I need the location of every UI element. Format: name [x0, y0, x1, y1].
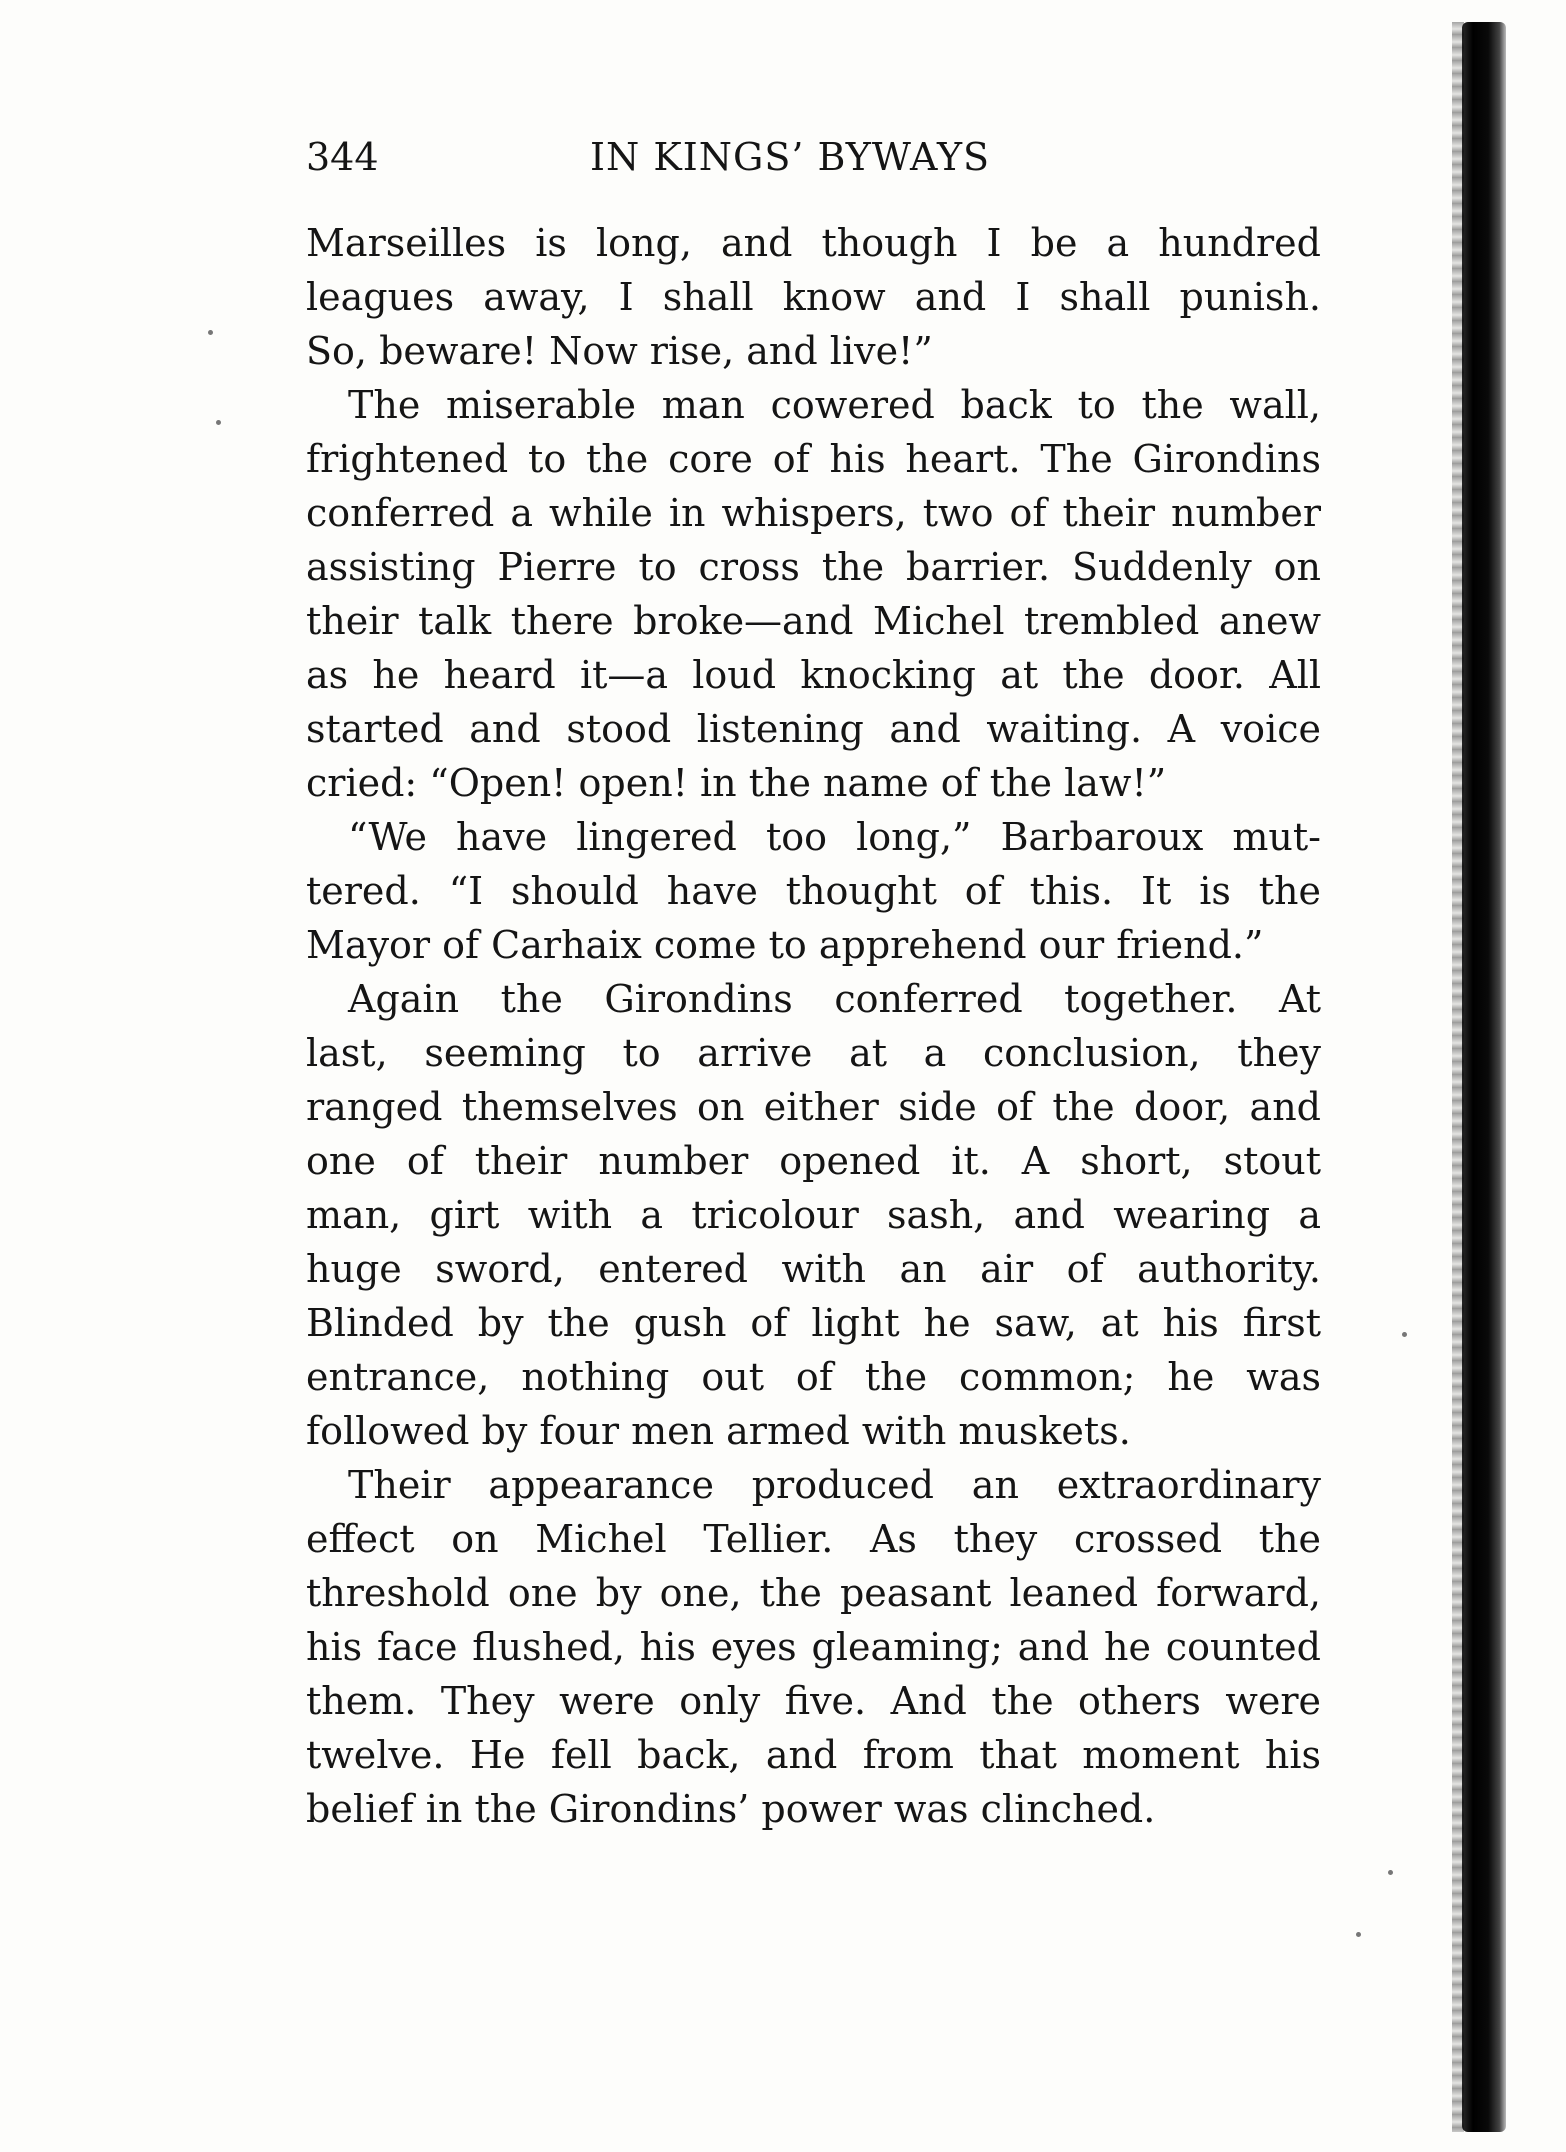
text-line: Mayor of Carhaix come to apprehend our friend.” — [306, 923, 1264, 967]
text-line: followed by four men armed with muskets. — [306, 1409, 1131, 1453]
text-line: leagues away, I shall know and I shall punish. — [306, 275, 1321, 319]
scan-speck — [1388, 1870, 1393, 1875]
text-line: his face flushed, his eyes gleaming; and he counted — [306, 1625, 1321, 1669]
text-line: cried: “Open! open! in the name of the law!” — [306, 761, 1167, 805]
text-line: threshold one by one, the peasant leaned forward, — [306, 1571, 1321, 1615]
text-line: effect on Michel Tellier. As they crossed the — [306, 1517, 1321, 1561]
book-binding-edge — [1462, 22, 1506, 2132]
text-line: Blinded by the gush of light he saw, at his first — [306, 1301, 1321, 1345]
text-line: one of their number opened it. A short, stout — [306, 1139, 1321, 1183]
text-line: Their appearance produced an extraordinary — [348, 1463, 1321, 1507]
body-text — [306, 216, 1321, 1836]
text-line: huge sword, entered with an air of authority. — [306, 1247, 1321, 1291]
text-line: assisting Pierre to cross the barrier. Suddenly on — [306, 545, 1321, 589]
text-line: last, seeming to arrive at a conclusion, they — [306, 1031, 1321, 1075]
page-header — [306, 132, 1321, 182]
text-line: man, girt with a tricolour sash, and wearing a — [306, 1193, 1321, 1237]
text-line: The miserable man cowered back to the wall, — [348, 383, 1321, 427]
text-line: “We have lingered too long,” Barbaroux mut- — [348, 815, 1321, 859]
text-line: started and stood listening and waiting. A voice — [306, 707, 1321, 751]
text-line: as he heard it—a loud knocking at the door. All — [306, 653, 1321, 697]
page-number: 344 — [306, 135, 379, 179]
text-line: them. They were only five. And the others were — [306, 1679, 1321, 1723]
text-line: belief in the Girondins’ power was clinched. — [306, 1787, 1156, 1831]
text-line: Marseilles is long, and though I be a hundred — [306, 221, 1321, 265]
text-line: their talk there broke—and Michel trembled anew — [306, 599, 1321, 643]
text-line: entrance, nothing out of the common; he was — [306, 1355, 1321, 1399]
text-line: conferred a while in whispers, two of their number — [306, 491, 1321, 535]
scan-speck — [1402, 1332, 1407, 1337]
text-line: So, beware! Now rise, and live!” — [306, 329, 933, 373]
text-line: tered. “I should have thought of this. It is the — [306, 869, 1321, 913]
scan-speck — [216, 420, 221, 425]
scan-speck — [208, 330, 213, 335]
running-title: IN KINGS’ BYWAYS — [590, 135, 991, 179]
text-line: frightened to the core of his heart. The Girondins — [306, 437, 1321, 481]
text-line: ranged themselves on either side of the door, and — [306, 1085, 1321, 1129]
text-line: twelve. He fell back, and from that moment his — [306, 1733, 1321, 1777]
text-line: Again the Girondins conferred together. At — [348, 977, 1321, 1021]
scan-speck — [1356, 1932, 1361, 1937]
